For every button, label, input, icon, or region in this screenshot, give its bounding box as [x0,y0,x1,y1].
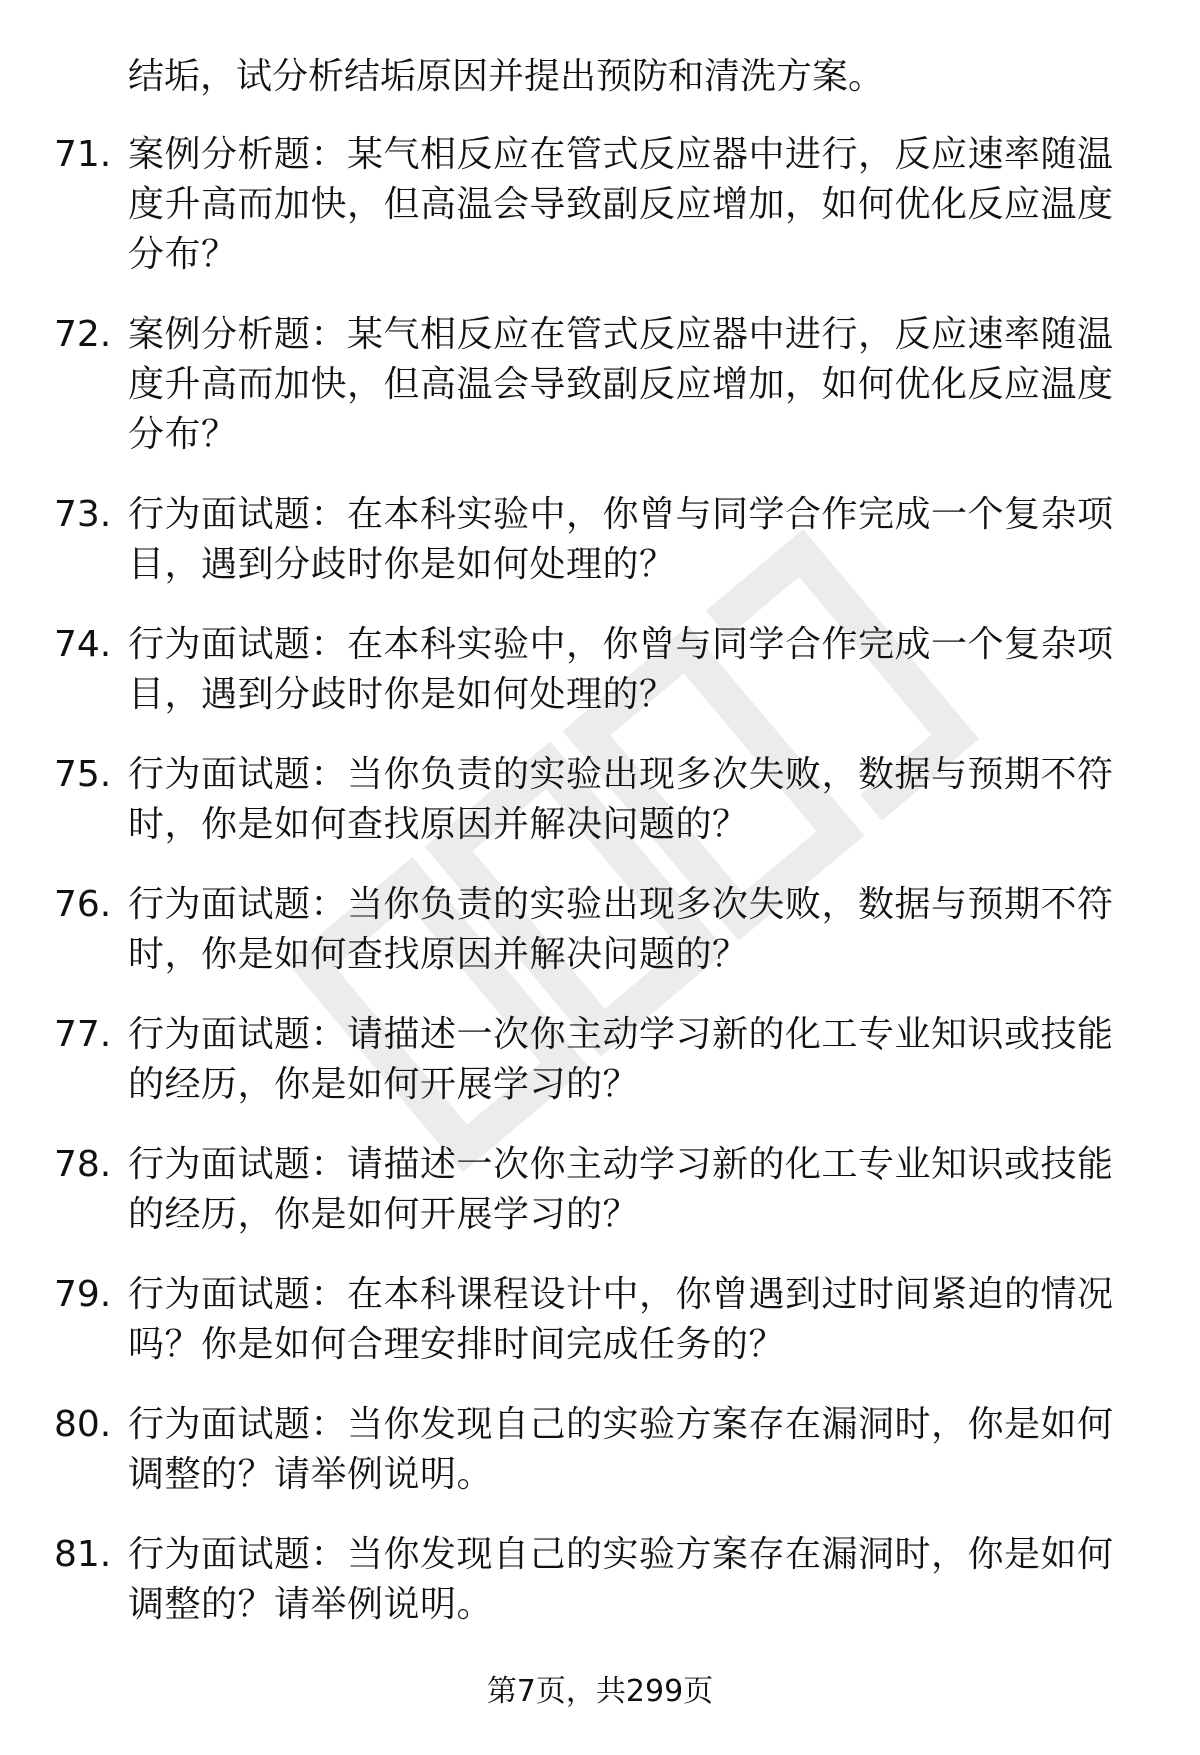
question-text: 案例分析题：某气相反应在管式反应器中进行，反应速率随温度升高而加快，但高温会导致副反应增加，如何优化反应温度分布？ [128,134,1114,275]
question-number: 74. [54,624,112,665]
page-footer: 第7页，共299页 [486,1674,714,1709]
question-number: 76. [54,884,112,925]
question-number: 79. [54,1274,112,1315]
question-item [0,1400,1200,1500]
question-item [0,1140,1200,1240]
question-text: 案例分析题：某气相反应在管式反应器中进行，反应速率随温度升高而加快，但高温会导致副反应增加，如何优化反应温度分布？ [128,314,1114,455]
question-item [0,750,1200,850]
question-number: 71. [54,134,112,175]
question-number: 75. [54,754,112,795]
question-item [0,1270,1200,1370]
question-number: 73. [54,494,112,535]
question-text: 行为面试题：请描述一次你主动学习新的化工专业知识或技能的经历，你是如何开展学习的？ [128,1144,1114,1235]
question-item [0,1530,1200,1630]
question-item [0,490,1200,590]
question-text: 行为面试题：当你负责的实验出现多次失败，数据与预期不符时，你是如何查找原因并解决问题的？ [128,754,1114,845]
continuation-text: 结垢，试分析结垢原因并提出预防和清洗方案。 [128,56,885,97]
question-number: 78. [54,1144,112,1185]
question-item [0,1010,1200,1110]
question-number: 80. [54,1404,112,1445]
question-list [0,130,1200,1660]
question-text: 行为面试题：在本科实验中，你曾与同学合作完成一个复杂项目，遇到分歧时你是如何处理的？ [128,494,1114,585]
question-text: 行为面试题：当你发现自己的实验方案存在漏洞时，你是如何调整的？请举例说明。 [128,1534,1114,1625]
question-text: 行为面试题：请描述一次你主动学习新的化工专业知识或技能的经历，你是如何开展学习的？ [128,1014,1114,1105]
question-text: 行为面试题：在本科课程设计中，你曾遇到过时间紧迫的情况吗？你是如何合理安排时间完成任务的？ [128,1274,1114,1365]
question-item [0,310,1200,460]
question-item [0,620,1200,720]
question-item [0,880,1200,980]
question-number: 72. [54,314,112,355]
question-text: 行为面试题：当你负责的实验出现多次失败，数据与预期不符时，你是如何查找原因并解决问题的？ [128,884,1114,975]
question-text: 行为面试题：当你发现自己的实验方案存在漏洞时，你是如何调整的？请举例说明。 [128,1404,1114,1495]
question-item [0,130,1200,280]
question-number: 81. [54,1534,112,1575]
question-number: 77. [54,1014,112,1055]
question-text: 行为面试题：在本科实验中，你曾与同学合作完成一个复杂项目，遇到分歧时你是如何处理的？ [128,624,1114,715]
